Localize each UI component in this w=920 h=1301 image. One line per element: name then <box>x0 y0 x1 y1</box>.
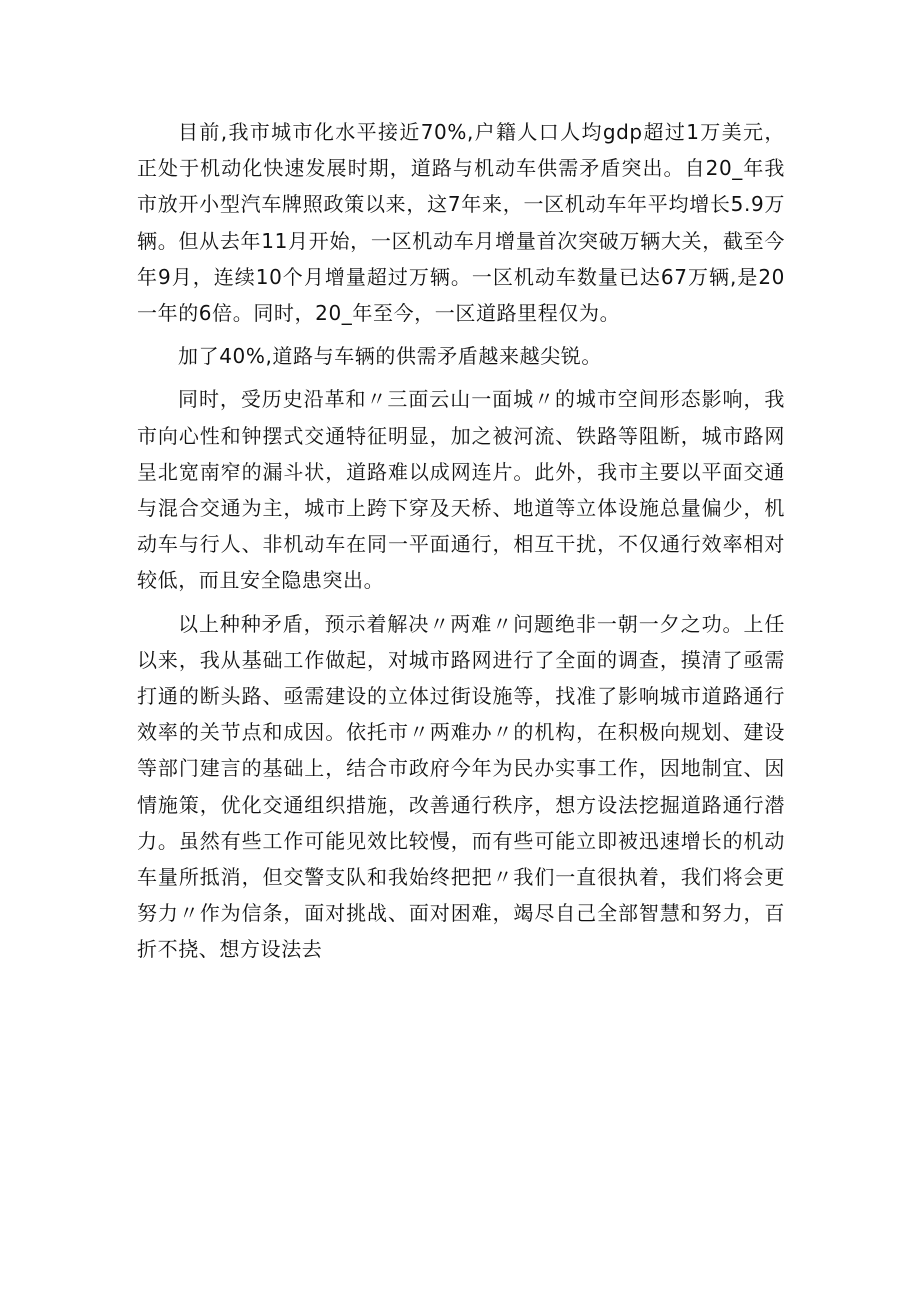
paragraph-supply-demand: 加了40%,道路与车辆的供需矛盾越来越尖锐。 <box>178 344 603 369</box>
document-body <box>137 114 785 968</box>
paragraph-work-measures: 以上种种矛盾，预示着解决〃两难〃问题绝非一朝一夕之功。上任以来，我从基础工作做起，对城市路网进行了全面的调查，摸清了亟需打通的断头路、亟需建设的立体过街设施等，找准了影响城市道路通行效率的关节点和成因。依托市〃两难办〃的机构，在积极向规划、建设等部门建言的基础上，结合市政府今年为民办实事工作，因地制宜、因情施策，优化交通组织措施，改善通行秩序，想方设法挖掘道路通行潜力。虽然有些工作可能见效比较慢，而有些可能立即被迅速增长的机动车量所抵消，但交警支队和我始终把把〃我们一直很执着，我们将会更努力〃作为信条，面对挑战、面对困难，竭尽自己全部智慧和努力，百折不挠、想方设法去 <box>137 611 785 962</box>
paragraph-vehicle-growth: 目前,我市城市化水平接近70%,户籍人口人均gdp超过1万美元，正处于机动化快速发展时期，道路与机动车供需矛盾突出。自20_年我市放开小型汽车牌照政策以来，这7年来，一区机动车年平均增长5.9万辆。但从去年11月开始，一区机动车月增量首次突破万辆大关，截至今年9月，连续10个月增量超过万辆。一区机动车数量已达67万辆,是20一年的6倍。同时，20_年至今，一区道路里程仅为。 <box>137 120 785 326</box>
paragraph-urban-form: 同时，受历史沿革和〃三面云山一面城〃的城市空间形态影响，我市向心性和钟摆式交通特征明显，加之被河流、铁路等阻断，城市路网呈北宽南窄的漏斗状，道路难以成网连片。此外，我市主要以平面交通与混合交通为主，城市上跨下穿及天桥、地道等立体设施总量偏少，机动车与行人、非机动车在同一平面通行，相互干扰，不仅通行效率相对较低，而且安全隐患突出。 <box>137 387 785 593</box>
